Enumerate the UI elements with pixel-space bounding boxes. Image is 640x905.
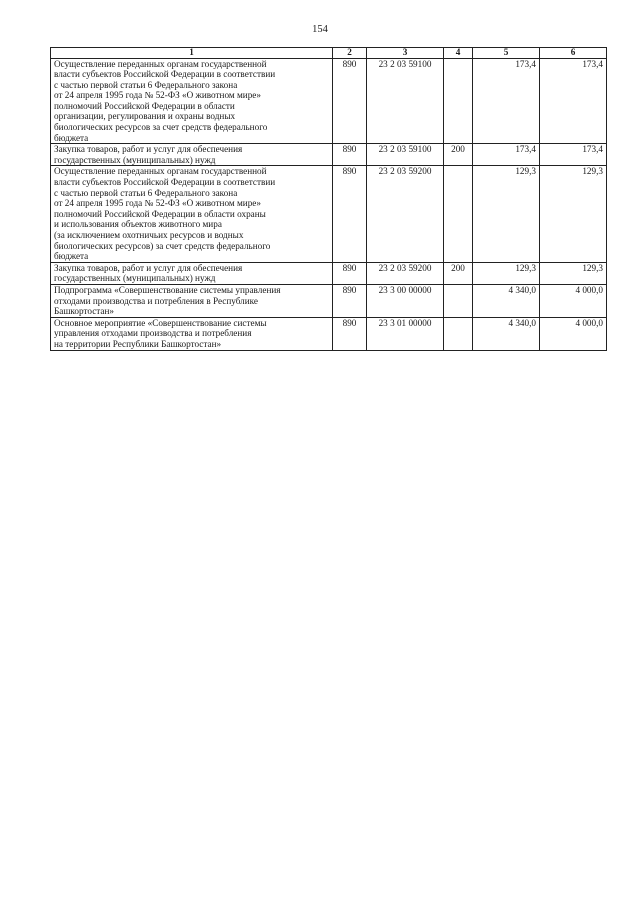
header-col-1: 1 [51,48,333,59]
row-sum-year-1: 173,4 [473,144,540,166]
row-expense-type [444,317,473,350]
row-expense-type [444,166,473,262]
row-sum-year-1: 4 340,0 [473,317,540,350]
row-department-code: 890 [333,262,367,284]
row-sum-year-2: 173,4 [540,144,607,166]
row-sum-year-2: 129,3 [540,262,607,284]
row-name: Осуществление переданных органам государственной власти субъектов Российской Федерации в соответствии с частью первой статьи 6 Федерального закона от 24 апреля 1995 года № 52-ФЗ «О животном мире» полномочий Российской Федерации в области охраны и использования объектов животного мира (за исключением охотничьих ресурсов и водных биологических ресурсов) за счет средств федерального бюджета [51,166,333,262]
table-row [51,262,607,284]
row-sum-year-1: 129,3 [473,166,540,262]
row-target-article: 23 3 01 00000 [367,317,444,350]
row-department-code: 890 [333,284,367,317]
table-header-row [51,48,607,59]
row-expense-type: 200 [444,144,473,166]
table-row [51,166,607,262]
table-row [51,144,607,166]
row-target-article: 23 3 00 00000 [367,284,444,317]
row-target-article: 23 2 03 59200 [367,166,444,262]
row-sum-year-2: 4 000,0 [540,317,607,350]
row-target-article: 23 2 03 59200 [367,262,444,284]
row-sum-year-1: 129,3 [473,262,540,284]
row-sum-year-2: 4 000,0 [540,284,607,317]
row-name: Основное мероприятие «Совершенствование системы управления отходами производства и потребления на территории Республики Башкортостан» [51,317,333,350]
row-department-code: 890 [333,144,367,166]
row-sum-year-1: 173,4 [473,58,540,144]
row-name: Закупка товаров, работ и услуг для обеспечения государственных (муниципальных) нужд [51,262,333,284]
table-row [51,317,607,350]
row-expense-type: 200 [444,262,473,284]
row-target-article: 23 2 03 59100 [367,58,444,144]
row-department-code: 890 [333,166,367,262]
row-sum-year-1: 4 340,0 [473,284,540,317]
page-number: 154 [312,24,328,35]
header-col-3: 3 [367,48,444,59]
row-department-code: 890 [333,317,367,350]
row-sum-year-2: 173,4 [540,58,607,144]
header-col-4: 4 [444,48,473,59]
row-name: Подпрограмма «Совершенствование системы управления отходами производства и потребления в Республике Башкортостан» [51,284,333,317]
row-name: Закупка товаров, работ и услуг для обеспечения государственных (муниципальных) нужд [51,144,333,166]
header-col-5: 5 [473,48,540,59]
header-col-2: 2 [333,48,367,59]
header-col-6: 6 [540,48,607,59]
table-row [51,58,607,144]
row-name: Осуществление переданных органам государственной власти субъектов Российской Федерации в соответствии с частью первой статьи 6 Федерального закона от 24 апреля 1995 года № 52-ФЗ «О животном мире» полномочий Российской Федерации в области организации, регулирования и охраны водных биологических ресурсов за счет средств федерального бюджета [51,58,333,144]
row-expense-type [444,58,473,144]
row-sum-year-2: 129,3 [540,166,607,262]
table-row [51,284,607,317]
row-department-code: 890 [333,58,367,144]
row-target-article: 23 2 03 59100 [367,144,444,166]
row-expense-type [444,284,473,317]
budget-table [50,47,607,351]
